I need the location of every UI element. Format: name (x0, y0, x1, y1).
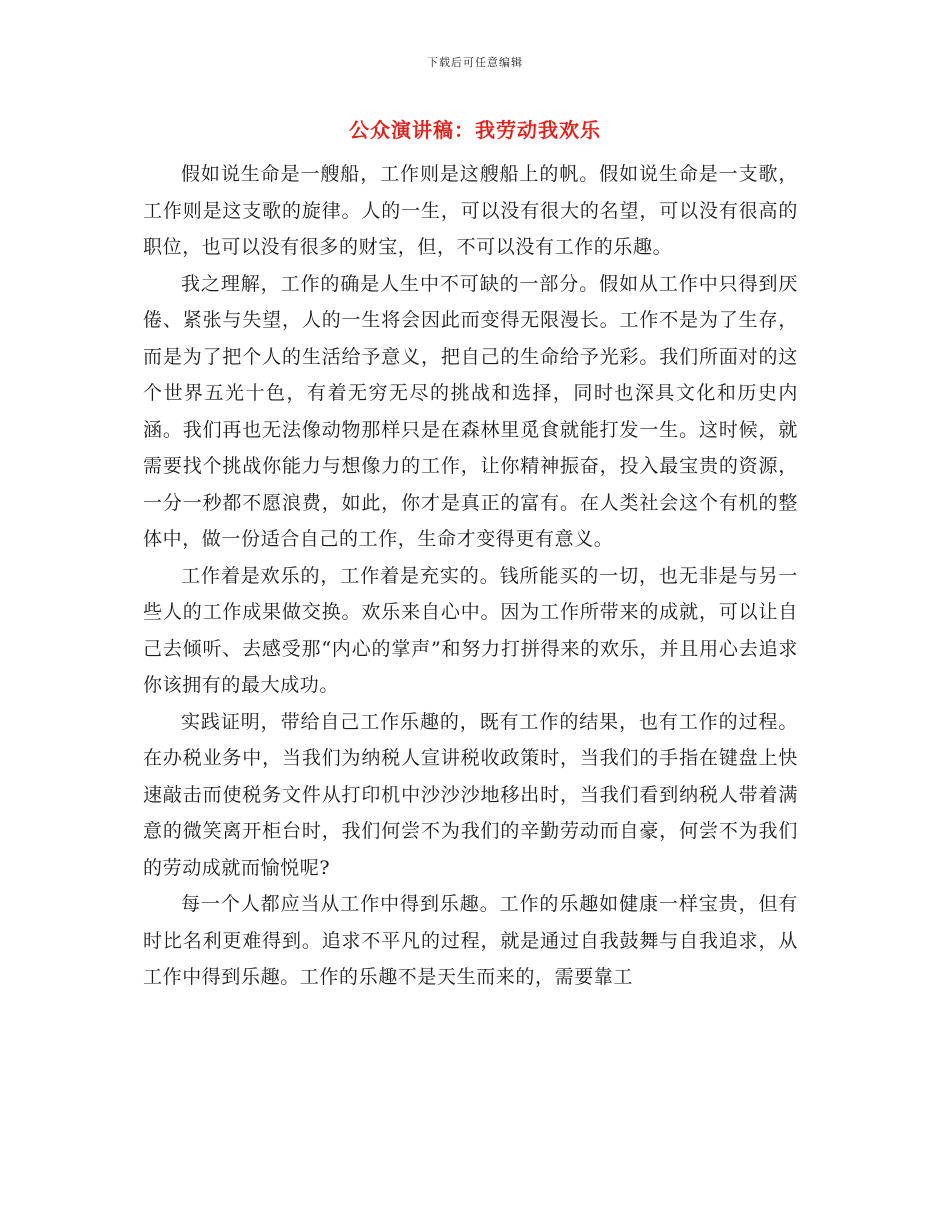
paragraph-2: 我之理解，工作的确是人生中不可缺的一部分。假如从工作中只得到厌倦、紧张与失望，人的一生将会因此而变得无限漫长。工作不是为了生存，而是为了把个人的生活给予意义，把自己的生命给予光彩。我们所面对的这个世界五光十色，有着无穷无尽的挑战和选择，同时也深具文化和历史内涵。我们再也无法像动物那样只是在森林里觅食就能打发一生。这时候，就需要找个挑战你能力与想像力的工作，让你精神振奋，投入最宝贵的资源，一分一秒都不愿浪费，如此，你才是真正的富有。在人类社会这个有机的整体中，做一份适合自己的工作，生命才变得更有意义。 (143, 272, 798, 550)
header-note: 下载后可任意编辑 (427, 56, 523, 69)
paragraph-3: 工作着是欢乐的，工作着是充实的。钱所能买的一切，也无非是与另一些人的工作成果做交换。欢乐来自心中。因为工作所带来的成就，可以让自己去倾听、去感受那“内心的掌声”和努力打拼得来的欢乐，并且用心去追求你该拥有的最大成功。 (143, 564, 798, 696)
paragraph-1: 假如说生命是一艘船，工作则是这艘船上的帆。假如说生命是一支歌，工作则是这支歌的旋律。人的一生，可以没有很大的名望，可以没有很高的职位，也可以没有很多的财宝，但，不可以没有工作的乐趣。 (143, 163, 798, 258)
paragraph-5: 每一个人都应当从工作中得到乐趣。工作的乐趣如健康一样宝贵，但有时比名利更难得到。追求不平凡的过程，就是通过自我鼓舞与自我追求，从工作中得到乐趣。工作的乐趣不是天生而来的，需要靠工 (143, 893, 798, 988)
paragraph-4: 实践证明，带给自己工作乐趣的，既有工作的结果，也有工作的过程。在办税业务中，当我们为纳税人宣讲税收政策时，当我们的手指在键盘上快速敲击而使税务文件从打印机中沙沙沙地移出时，当我们看到纳税人带着满意的微笑离开柜台时，我们何尝不为我们的辛勤劳动而自豪，何尝不为我们的劳动成就而愉悦呢? (143, 710, 798, 879)
document-body (143, 156, 798, 996)
document-title: 公众演讲稿：我劳动我欢乐 (349, 118, 601, 142)
